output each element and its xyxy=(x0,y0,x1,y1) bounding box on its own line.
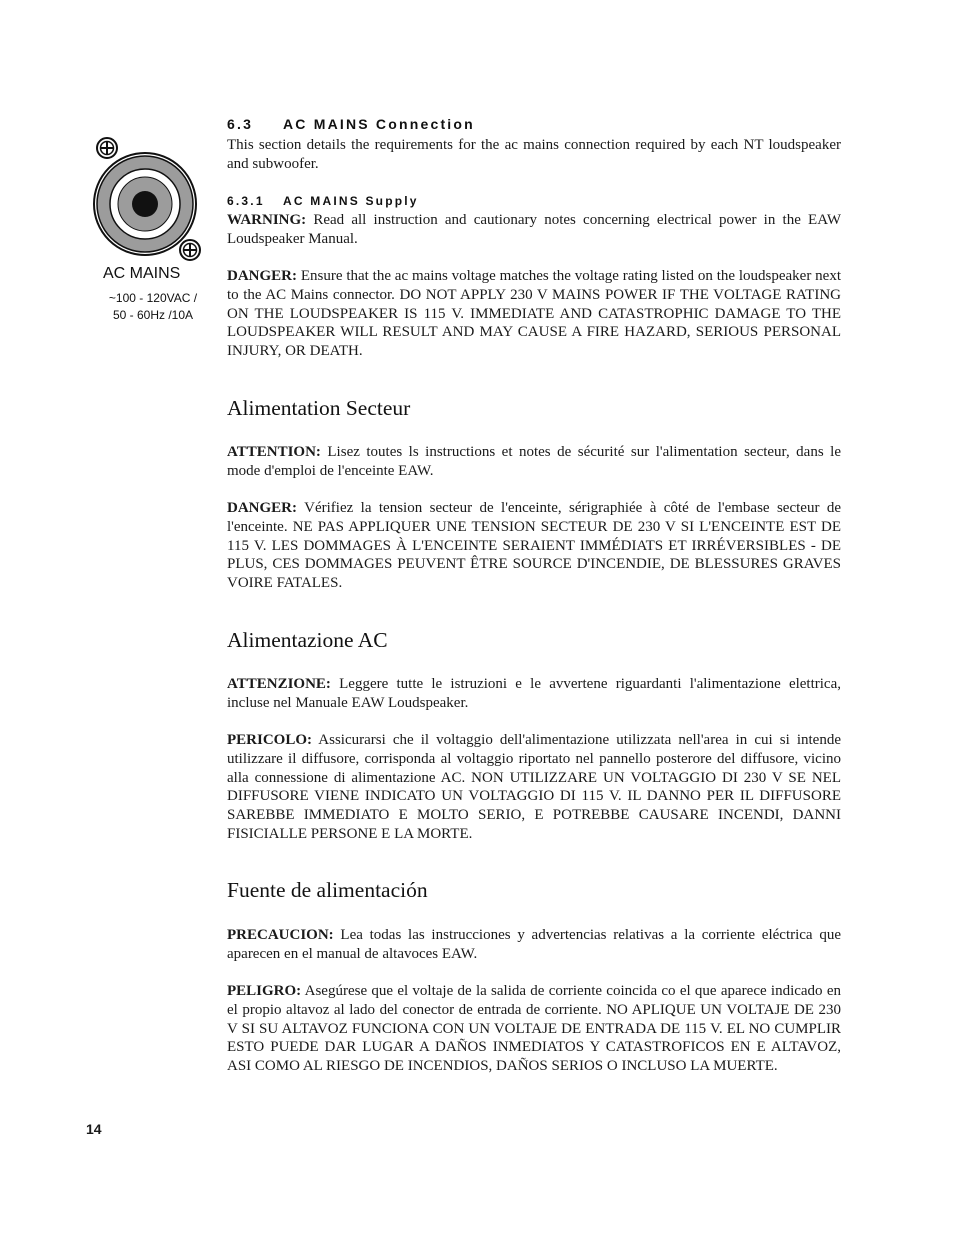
attention-label: ATTENTION: xyxy=(227,444,321,460)
spanish-attention xyxy=(227,926,841,964)
section-heading xyxy=(227,116,475,132)
screw-icon xyxy=(180,240,200,260)
attention-text: Leggere tutte le istruzioni e le avvertene riguardanti l'alimentazione elettrica, incluse nel Manuale EAW Loudspeaker. xyxy=(227,676,841,711)
attention-paragraph xyxy=(227,926,841,964)
ac-mains-connector-icon xyxy=(93,136,203,262)
french-attention xyxy=(227,443,841,481)
spanish-danger xyxy=(227,982,841,1076)
italian-attention xyxy=(227,675,841,713)
attention-label: PRECAUCION: xyxy=(227,927,334,943)
italian-title: Alimentazione AC xyxy=(227,628,388,652)
english-warning xyxy=(227,211,841,249)
section-number: 6.3 xyxy=(227,116,254,132)
french-title: Alimentation Secteur xyxy=(227,396,411,420)
attention-text: Lea todas las instrucciones y advertencias relativas a la corriente eléctrica que aparecen en el manual de altavoces EAW. xyxy=(227,927,841,962)
connector-spec-line: ~100 - 120VAC / xyxy=(108,291,198,305)
connector-spec-line: 50 - 60Hz /10A xyxy=(112,308,194,322)
attention-paragraph xyxy=(227,443,841,481)
danger-label: PERICOLO: xyxy=(227,732,313,748)
intro-paragraph: This section details the requirements for the ac mains connection required by each NT loudspeaker and subwoofer. xyxy=(227,137,841,172)
page-number: 14 xyxy=(86,1121,102,1137)
danger-text: Asegúrese que el voltaje de la salida de corriente coincida co el que aparece indicado en el propio altavoz al lado del conector de entrada de corriente. NO APLIQUE UN VOLTAJE DE 230 V SI SU ALTAVOZ FUNCIONA CON UN VOLTAJE DE ENTRADA DE 115 V. EL NO CUMPLIR ESTO PUEDE DAR LUGAR A DAÑOS INMEDIATOS Y CATASTROFICOS EN E ALTAVOZ, ASI COMO AL RIESGO DE INCENDIOS, DAÑOS SERIOS O INCLUSO LA MUERTE. xyxy=(227,983,841,1075)
warning-text: Read all instruction and cautionary notes concerning electrical power in the EAW Loudspeaker Manual. xyxy=(227,212,841,247)
danger-label: DANGER: xyxy=(227,268,297,284)
subsection-number: 6.3.1 xyxy=(227,194,265,208)
danger-text: Ensure that the ac mains voltage matches the voltage rating listed on the loudspeaker next to the AC Mains connector. DO NOT APPLY 230 V MAINS POWER IF THE VOLTAGE RATING ON THE LOUDSPEAKER IS 115 V. IMMEDIATE AND CATASTROPHIC DAMAGE TO THE LOUDSPEAKER WILL RESULT AND MAY CAUSE A FIRE HAZARD, SERIOUS PERSONAL INJURY, OR DEATH. xyxy=(227,268,841,360)
warning-label: WARNING: xyxy=(227,212,307,228)
section-intro xyxy=(227,136,841,174)
danger-paragraph xyxy=(227,267,841,361)
danger-label: DANGER: xyxy=(227,500,297,516)
connector-spec xyxy=(98,290,208,324)
english-danger xyxy=(227,267,841,361)
attention-label: ATTENZIONE: xyxy=(227,676,331,692)
subsection-heading xyxy=(227,194,419,208)
danger-paragraph xyxy=(227,982,841,1076)
spanish-title: Fuente de alimentación xyxy=(227,878,428,902)
attention-text: Lisez toutes ls instructions et notes de sécurité sur l'alimentation secteur, dans le mode d'emploi de l'enceinte EAW. xyxy=(227,444,841,479)
warning-paragraph xyxy=(227,211,841,249)
danger-text: Vérifiez la tension secteur de l'enceinte, sérigraphiée à côté de l'embase secteur de l'enceinte. NE PAS APPLIQUER UNE TENSION SECTEUR DE 230 V SI L'ENCEINTE EST DE 115 V. LES DOMMAGES À L'ENCEINTE SERAIENT IMMÉDIATS ET IRRÉVERSIBLES - DE PLUS, CES DOMMAGES PEUVENT ÊTRE SOURCE D'INCENDIE, DE BLESSURES GRAVES VOIRE FATALES. xyxy=(227,500,841,592)
subsection-title: AC MAINS Supply xyxy=(283,194,419,208)
screw-icon xyxy=(97,138,117,158)
italian-danger xyxy=(227,731,841,844)
danger-paragraph xyxy=(227,731,841,844)
danger-text: Assicurarsi che il voltaggio dell'alimentazione utilizzata nell'area in cui si intende utilizzare il diffusore, corrisponda al voltaggio riportato nel pannello posterore del diffusore, vicino alla connessione di alimentazione AC. NON UTILIZZARE UN VOLTAGGIO DI 230 V SE NEL DIFFUSORE VIENE INDICATO UN VOLTAGGIO DI 115 V. IL DANNO PER IL DIFFUSORE SAREBBE IMMEDIATO E MOLTO SERIO, E POTREBBE CAUSARE INCENDI, DANNI FISICIALLE PERSONE E LA MORTE. xyxy=(227,732,841,842)
connector-label: AC MAINS xyxy=(103,265,181,282)
danger-paragraph xyxy=(227,499,841,593)
section-title: AC MAINS Connection xyxy=(283,116,475,132)
attention-paragraph xyxy=(227,675,841,713)
danger-label: PELIGRO: xyxy=(227,983,302,999)
french-danger xyxy=(227,499,841,593)
